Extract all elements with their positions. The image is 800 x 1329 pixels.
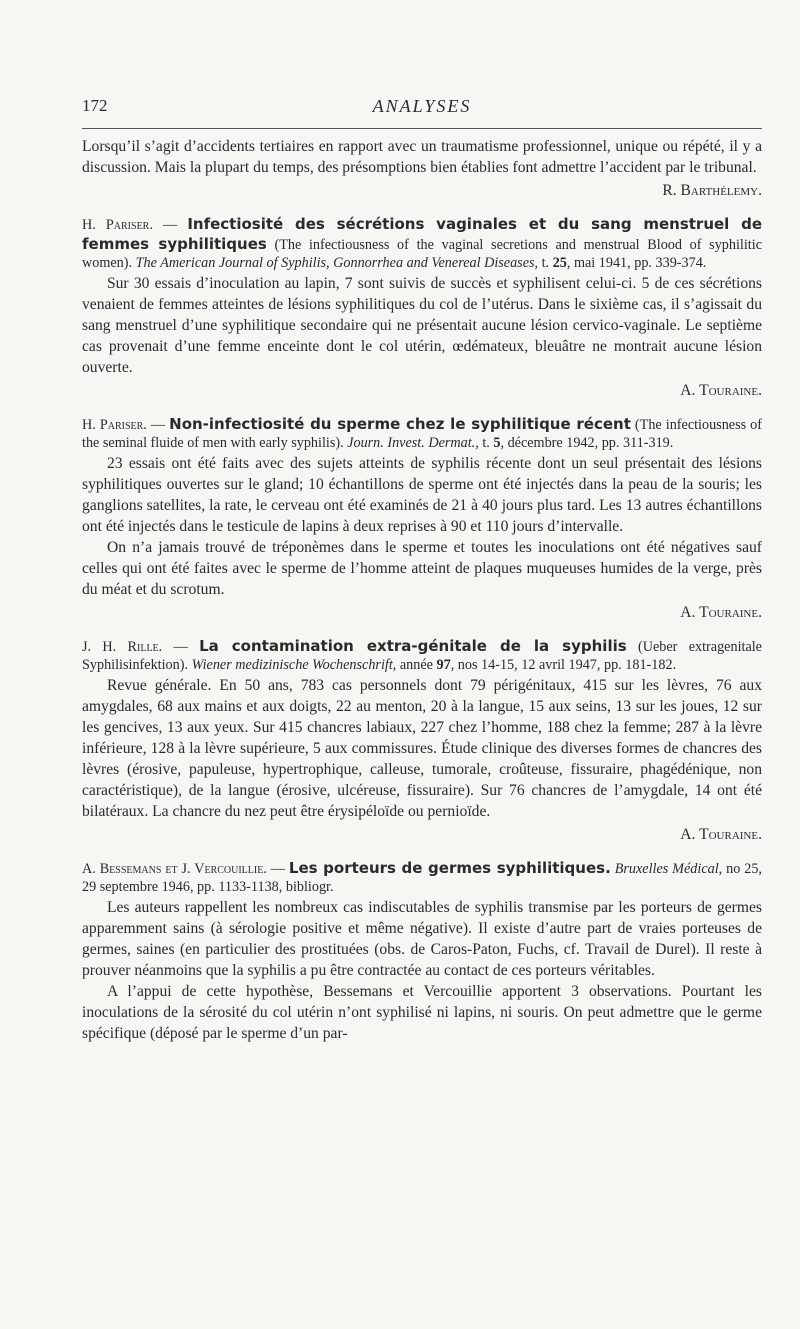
entry-author: J. H. Rille. — [82, 638, 163, 655]
entry-title: Infectiosité des sécrétions vaginales et du sang menstruel de femmes syphilitiques — [82, 215, 763, 253]
entry-ref-mid: , t. — [534, 255, 553, 271]
entry-dash: — — [266, 860, 289, 877]
intro-signature: R. Barthélemy. — [662, 182, 762, 199]
entry-signature: A. Touraine. — [680, 381, 762, 399]
entry-paragraph: On n’a jamais trouvé de tréponèmes dans le sperme et toutes les inoculations ont été négatives sauf celles qui ont été faites avec le sperme de l’homme atteint de plaques muqueuses humides de la verge, près du méat et du scrotum. — [82, 538, 762, 598]
entry-signature: A. Touraine. — [680, 603, 762, 621]
entry-paragraph: A l’appui de cette hypothèse, Bessemans et Vercouillie apportent 3 observations. Pourtant les inoculations de la sérosité du col utérin n’ont syphilisé ni lapins, ni souris. On peut admettre que le germe spécifique (déposé par le sperme d’un par- — [82, 982, 762, 1042]
entry-dash: — — [152, 217, 188, 233]
entry-journal: Journ. Invest. Dermat. — [347, 435, 476, 451]
entry-citation — [82, 637, 762, 675]
entry-volume: 5 — [493, 435, 501, 451]
entry-journal: The American Journal of Syphilis, Gonnorrhea and Venereal Diseases — [135, 255, 535, 271]
entry-title: Les porteurs de germes syphilitiques. — [288, 858, 611, 877]
entry-signature: A. Touraine. — [680, 825, 762, 843]
entry-volume: 97 — [436, 657, 451, 673]
abstract-entry — [82, 859, 762, 1044]
page-header — [82, 96, 762, 122]
entry-title: La contamination extra-génitale de la syphilis — [199, 636, 627, 655]
entry-ref: (The infectiousness of the vaginal secretions and menstrual Blood of syphilitic women). — [82, 236, 762, 271]
page-number: 172 — [82, 96, 108, 115]
entry-journal: Bruxelles Médical — [614, 860, 719, 877]
entry-author: A. Bessemans et J. Vercouillie. — [82, 860, 267, 877]
entry-paragraph: 23 essais ont été faits avec des sujets atteints de syphilis récente dont un seul présentait des lésions syphilitiques ouvertes sur le gland; 10 échantillons de sperme ont été injectés dans la peau de la souris; les ganglions satellites, la rate, le cerveau ont été examinés de 21 à 40 jours plus tard. Les 13 autres échantillons ont été injectés dans le testicule de lapins à deux reprises à 90 et 110 jours d’intervalle. — [82, 454, 762, 535]
abstract-entry — [82, 215, 762, 401]
entry-volume: 25 — [552, 255, 567, 271]
entry-ref-mid: , no 25, 29 septembre 1946, pp. 1133-1138, bibliogr. — [82, 860, 762, 895]
entry-dash: — — [146, 416, 170, 433]
running-title: ANALYSES — [372, 96, 472, 116]
entry-citation — [82, 415, 762, 453]
entry-ref: (The infectiousness of the seminal fluide of men with early syphilis). — [82, 416, 763, 451]
entry-citation — [82, 859, 762, 897]
abstract-entry — [82, 637, 762, 845]
entry-ref-end: , nos 14-15, 12 avril 1947, pp. 181-182. — [450, 657, 677, 673]
entry-ref-mid: , année — [392, 657, 437, 673]
entry-paragraph: Les auteurs rappellent les nombreux cas indiscutables de syphilis transmise par les porteurs de germes apparemment sains (à sérologie positive et même négative). Il existe d’autre part de vraies porteuses de germes, saines (en particulier des prostituées (obs. de Caros-Paton, Fuchs, cf. Travail de Durel). Il reste à prouver néanmoins que la syphilis a pu être contractée au contact de ces porteurs véritables. — [82, 898, 762, 979]
entry-ref-mid: , t. — [475, 435, 494, 451]
entry-ref: (Ueber extragenitale Syphilisinfektion). — [82, 638, 762, 673]
entry-dash: — — [162, 638, 200, 655]
entry-ref-end: , décembre 1942, pp. 311-319. — [500, 435, 674, 451]
intro-paragraph: Lorsqu’il s’agit d’accidents tertiaires en rapport avec un traumatisme professionnel, unique ou répété, il y a discussion. Mais la plupart du temps, des présomptions bien établies font admettre l’accident par le tribunal. — [82, 138, 762, 176]
entry-author: H. Pariser. — [82, 217, 153, 233]
entry-citation — [82, 215, 762, 273]
entry-paragraph: Sur 30 essais d’inoculation au lapin, 7 sont suivis de succès et syphilisent celui-ci. 5 de ces sécrétions venaient de femmes atteintes de lésions syphilitiques du col de l’utérus. Dans le sixième cas, il s’agissait du sang menstruel d’une syphilitique secondaire qui ne présentait aucune lésion cervico-vaginale. Le septième cas provenait d’une femme enceinte dont le col utérin, œdémateux, bleuâtre ne montrait aucune lésion ouverte. — [82, 274, 762, 376]
entry-journal: Wiener medizinische Wochenschrift — [191, 657, 393, 673]
abstract-entry — [82, 415, 762, 623]
page-content — [82, 136, 762, 1044]
entry-paragraph: Revue générale. En 50 ans, 783 cas personnels dont 79 périgénitaux, 415 sur les lèvres, 76 aux amygdales, 68 aux mains et aux doigts, 22 au menton, 20 à la langue, 15 aux seins, 13 sur les joues, 12 sur les gencives, 13 aux yeux. Sur 415 chancres labiaux, 227 chez l’homme, 188 chez la femme; 287 à la lèvre inférieure, 128 à la lèvre supérieure, 5 aux commissures. Étude clinique des diverses formes de chancres des lèvres (érosive, papuleuse, hypertrophique, calleuse, tumorale, croûteuse, fissuraire, phagédénique, non caractéristique), de la langue (érosive, ulcéreuse, fissuraire). Sur 76 chancres de l’amygdale, 14 ont été bilatéraux. La chancre du nez peut être érysipéloïde ou pernioïde. — [82, 676, 762, 820]
entry-author: H. Pariser. — [82, 416, 147, 433]
entry-title: Non-infectiosité du sperme chez le syphilitique récent — [169, 414, 631, 433]
entry-ref-end: , mai 1941, pp. 339-374. — [566, 255, 707, 271]
header-rule — [82, 128, 762, 129]
